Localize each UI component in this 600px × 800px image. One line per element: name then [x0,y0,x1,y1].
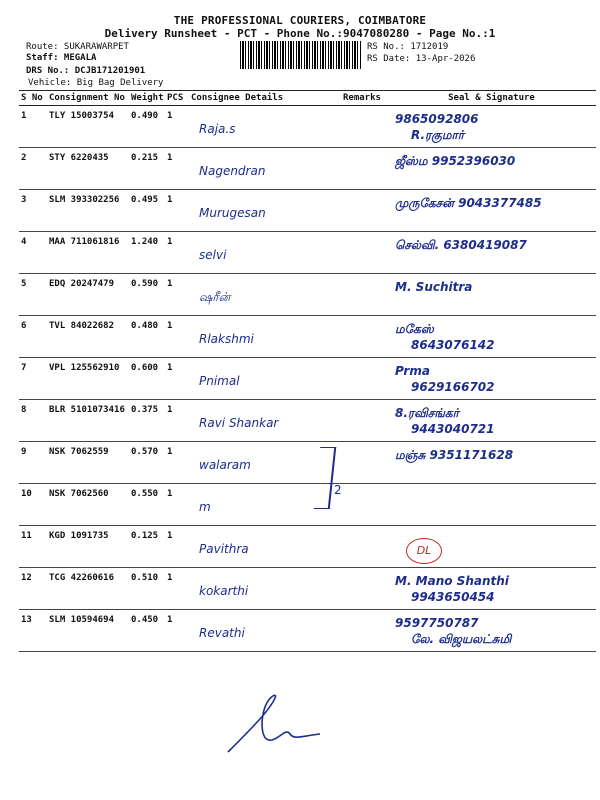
rs-number: RS No.: 1712019 [367,42,449,52]
table-row [19,316,596,358]
consignee-name: Raja.s [199,122,236,136]
consignee-name: walaram [199,458,251,472]
cell-remarks [341,400,387,442]
signature-text: M. Mano Shanthi [395,574,509,588]
cell-seal-signature [387,358,596,400]
cell-remarks [341,358,387,400]
cell-weight: 0.215 [129,148,165,190]
cell-pcs: 1 [165,106,189,148]
col-consignee: Consignee Details [189,91,341,106]
cell-consignment: BLR 5101073416 [47,400,129,442]
cell-remarks [341,316,387,358]
cell-sno: 7 [19,358,47,400]
cell-pcs: 1 [165,442,189,484]
staff-label: Staff: MEGALA [26,53,97,63]
company-title: THE PROFESSIONAL COURIERS, COIMBATORE [173,14,427,27]
cell-seal-signature [387,190,596,232]
cell-remarks [341,568,387,610]
col-remarks: Remarks [341,91,387,106]
cell-consignment: EDQ 20247479 [47,274,129,316]
signature-text: Prma [395,364,430,378]
signature-text: முருகேசன் 9043377485 [395,196,542,210]
cell-pcs: 1 [165,568,189,610]
cell-weight: 0.490 [129,106,165,148]
signature-text-line2: R.ரகுமார் [411,128,465,142]
cell-weight: 0.375 [129,400,165,442]
cell-pcs: 1 [165,526,189,568]
consignee-name: selvi [199,248,227,262]
signature-text-line2: லே. விஜயலட்சுமி [411,632,512,646]
cell-seal-signature [387,274,596,316]
cell-pcs: 1 [165,610,189,652]
cell-weight: 1.240 [129,232,165,274]
signature-text: 9597750787 [395,616,479,630]
cell-sno: 5 [19,274,47,316]
cell-sno: 9 [19,442,47,484]
signature-text-line2: 9943650454 [411,590,495,604]
drs-label: DRS No.: DCJB171201901 [26,66,146,76]
cell-consignee [189,400,341,442]
cell-weight: 0.550 [129,484,165,526]
cell-consignee [189,316,341,358]
cell-consignment: VPL 125562910 [47,358,129,400]
cell-seal-signature [387,232,596,274]
cell-sno: 10 [19,484,47,526]
cell-consignee [189,148,341,190]
table-row [19,274,596,316]
cell-weight: 0.495 [129,190,165,232]
table-row [19,442,596,484]
signature-text: மகேஸ் [395,322,434,336]
cell-remarks [341,610,387,652]
cell-consignment: STY 6220435 [47,148,129,190]
cell-weight: 0.450 [129,610,165,652]
cell-sno: 13 [19,610,47,652]
signature-text: செல்வி. 6380419087 [395,238,527,252]
cell-sno: 1 [19,106,47,148]
cell-consignment: TVL 84022682 [47,316,129,358]
signature-text-line2: 8643076142 [411,338,495,352]
table-row [19,358,596,400]
table-row [19,148,596,190]
cell-consignment: TLY 15003754 [47,106,129,148]
cell-sno: 8 [19,400,47,442]
cell-consignment: KGD 1091735 [47,526,129,568]
consignee-name: m [199,500,211,514]
table-row [19,190,596,232]
consignee-name: Revathi [199,626,245,640]
cell-consignee [189,526,341,568]
cell-consignee [189,568,341,610]
vehicle-label: Vehicle: Big Bag Delivery [28,78,164,88]
cell-seal-signature [387,442,596,484]
cell-consignment: NSK 7062560 [47,484,129,526]
col-consignment: Consignment No [47,91,129,106]
table-row [19,568,596,610]
cell-weight: 0.480 [129,316,165,358]
consignee-name: Pavithra [199,542,249,556]
cell-pcs: 1 [165,316,189,358]
table-row [19,232,596,274]
cell-sno: 3 [19,190,47,232]
cell-seal-signature [387,400,596,442]
cell-remarks [341,190,387,232]
cell-seal-signature [387,484,596,526]
table-row [19,526,596,568]
rs-date: RS Date: 13-Apr-2026 [367,54,476,64]
signature-text-line2: 9443040721 [411,422,495,436]
cell-sno: 2 [19,148,47,190]
cell-consignee [189,274,341,316]
table-header [19,91,596,106]
col-pcs: PCS [165,91,189,106]
cell-consignment: NSK 7062559 [47,442,129,484]
cell-consignment: TCG 42260616 [47,568,129,610]
signature-text: ஜீஸ்ம 9952396030 [395,154,516,168]
cell-weight: 0.600 [129,358,165,400]
consignee-name: kokarthi [199,584,249,598]
cell-remarks [341,484,387,526]
cell-sno: 11 [19,526,47,568]
table-row [19,610,596,652]
table-row [19,484,596,526]
cell-weight: 0.125 [129,526,165,568]
cell-pcs: 1 [165,274,189,316]
signature-text-line2: 9629166702 [411,380,495,394]
col-sno: S No [19,91,47,106]
cell-weight: 0.570 [129,442,165,484]
cell-seal-signature [387,148,596,190]
cell-remarks [341,526,387,568]
col-seal: Seal & Signature [387,91,596,106]
cell-seal-signature [387,106,596,148]
cell-sno: 4 [19,232,47,274]
consignee-name: Pnimal [199,374,240,388]
signature-text: மஞ்சு 9351171628 [395,448,514,462]
runsheet-table [19,90,596,652]
cell-pcs: 1 [165,148,189,190]
runsheet-title: Delivery Runsheet - PCT - Phone No.:9047080280 - Page No.:1 [104,27,496,40]
table-row [19,400,596,442]
barcode [240,41,362,69]
cell-remarks [341,148,387,190]
consignee-name: Nagendran [199,164,266,178]
cell-seal-signature [387,316,596,358]
cell-pcs: 1 [165,484,189,526]
signature-image [220,690,330,760]
cell-sno: 6 [19,316,47,358]
signature-text: 9865092806 [395,112,479,126]
table-row [19,106,596,148]
bracket-count: 2 [334,483,342,497]
col-weight: Weight [129,91,165,106]
consignee-name: Murugesan [199,206,266,220]
cell-pcs: 1 [165,232,189,274]
cell-consignment: MAA 711061816 [47,232,129,274]
cell-pcs: 1 [165,190,189,232]
cell-remarks [341,442,387,484]
route-label: Route: SUKARAWARPET [26,42,129,52]
cell-pcs: 1 [165,358,189,400]
cell-consignee [189,190,341,232]
dl-stamp: DL [406,538,442,564]
cell-seal-signature [387,568,596,610]
cell-weight: 0.590 [129,274,165,316]
cell-pcs: 1 [165,400,189,442]
cell-sno: 12 [19,568,47,610]
cell-consignee [189,106,341,148]
cell-seal-signature [387,610,596,652]
consignee-name: Rlakshmi [199,332,254,346]
cell-weight: 0.510 [129,568,165,610]
cell-consignee [189,232,341,274]
consignee-name: ஷரீன் [199,290,231,304]
cell-remarks [341,274,387,316]
cell-consignment: SLM 393302256 [47,190,129,232]
cell-consignment: SLM 10594694 [47,610,129,652]
consignee-name: Ravi Shankar [199,416,279,430]
cell-consignee [189,610,341,652]
cell-consignee [189,358,341,400]
cell-remarks [341,232,387,274]
signature-text: 8.ரவிசங்கர் [395,406,459,420]
signature-text: M. Suchitra [395,280,473,294]
cell-remarks [341,106,387,148]
